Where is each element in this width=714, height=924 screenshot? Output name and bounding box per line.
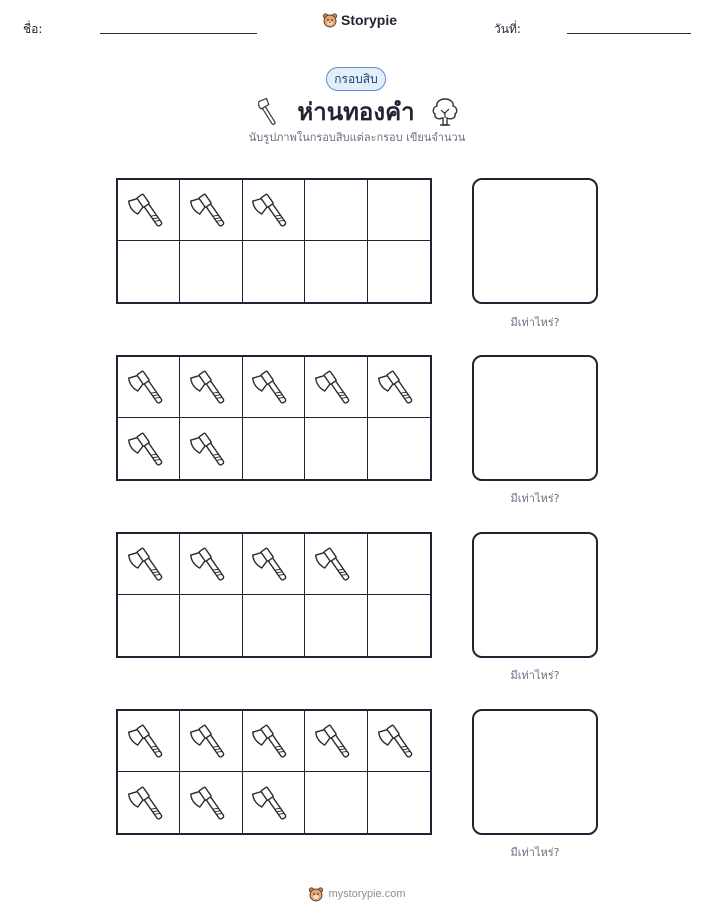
name-label: ชื่อ: bbox=[23, 22, 43, 36]
ten-frame-cell bbox=[243, 180, 305, 241]
name-line[interactable] bbox=[100, 33, 257, 34]
ten-frame-cell bbox=[243, 357, 305, 418]
instructions: นับรูปภาพในกรอบสิบแต่ละกรอบ เขียนจำนวน bbox=[248, 131, 466, 144]
ten-frame-1 bbox=[116, 178, 432, 304]
axe-icon bbox=[128, 427, 170, 471]
axe-icon bbox=[190, 365, 232, 409]
axe-icon bbox=[378, 719, 420, 763]
ten-frame-cell bbox=[305, 241, 367, 302]
answer-box-1[interactable] bbox=[472, 178, 598, 304]
answer-prompt-4: มีเท่าไหร่? bbox=[510, 846, 560, 859]
ten-frame-cell bbox=[243, 534, 305, 595]
ten-frame-cell bbox=[243, 418, 305, 479]
axe-icon bbox=[190, 188, 232, 232]
ten-frame-cell bbox=[305, 357, 367, 418]
ten-frame-cell bbox=[118, 418, 180, 479]
axe-icon bbox=[315, 542, 357, 586]
ten-frame-cell bbox=[243, 711, 305, 772]
axe-icon bbox=[252, 365, 294, 409]
footer bbox=[0, 886, 714, 902]
ten-frame-cell bbox=[305, 772, 367, 833]
footer-url: mystorypie.com bbox=[328, 888, 406, 900]
page-title: ห่านทองคำ bbox=[297, 98, 415, 126]
ten-frame-cell bbox=[180, 357, 242, 418]
axe-icon bbox=[252, 542, 294, 586]
axe-icon bbox=[128, 542, 170, 586]
ten-frame-cell bbox=[180, 180, 242, 241]
ten-frame-cell bbox=[368, 595, 430, 656]
axe-icon bbox=[252, 188, 294, 232]
axe-icon bbox=[252, 781, 294, 825]
ten-frame-cell bbox=[368, 418, 430, 479]
ten-frame-cell bbox=[180, 418, 242, 479]
ten-frame-cell bbox=[180, 772, 242, 833]
axe-icon bbox=[190, 542, 232, 586]
answer-prompt-3: มีเท่าไหร่? bbox=[510, 669, 560, 682]
bear-logo-icon bbox=[308, 886, 324, 902]
axe-icon bbox=[315, 365, 357, 409]
date-line[interactable] bbox=[567, 33, 691, 34]
ten-frame-cell bbox=[305, 180, 367, 241]
ten-frame-cell bbox=[243, 595, 305, 656]
ten-frame-cell bbox=[180, 241, 242, 302]
ten-frame-cell bbox=[368, 241, 430, 302]
axe-icon bbox=[128, 719, 170, 763]
ten-frame-cell bbox=[118, 180, 180, 241]
ten-frame-cell bbox=[368, 711, 430, 772]
axe-icon bbox=[190, 781, 232, 825]
ten-frame-cell bbox=[305, 595, 367, 656]
ten-frame-2 bbox=[116, 355, 432, 481]
ten-frame-cell bbox=[305, 711, 367, 772]
ten-frame-cell bbox=[118, 595, 180, 656]
ten-frame-cell bbox=[305, 418, 367, 479]
tree-icon bbox=[429, 96, 461, 128]
axe-icon bbox=[128, 188, 170, 232]
ten-frame-cell bbox=[368, 357, 430, 418]
axe-icon bbox=[190, 719, 232, 763]
ten-frame-cell bbox=[180, 595, 242, 656]
answer-box-2[interactable] bbox=[472, 355, 598, 481]
brand-name: Storypie bbox=[341, 12, 398, 28]
brand-logo bbox=[322, 12, 397, 28]
ten-frame-4 bbox=[116, 709, 432, 835]
answer-prompt-2: มีเท่าไหร่? bbox=[510, 492, 560, 505]
ten-frame-cell bbox=[118, 241, 180, 302]
ten-frame-cell bbox=[118, 357, 180, 418]
ten-frame-cell bbox=[118, 534, 180, 595]
topic-badge: กรอบสิบ bbox=[326, 67, 386, 91]
axe-icon bbox=[253, 97, 283, 127]
ten-frame-cell bbox=[368, 534, 430, 595]
axe-icon bbox=[128, 365, 170, 409]
ten-frame-cell bbox=[180, 534, 242, 595]
ten-frame-cell bbox=[368, 180, 430, 241]
ten-frame-cell bbox=[118, 711, 180, 772]
axe-icon bbox=[378, 365, 420, 409]
answer-prompt-1: มีเท่าไหร่? bbox=[510, 316, 560, 329]
ten-frame-3 bbox=[116, 532, 432, 658]
ten-frame-cell bbox=[368, 772, 430, 833]
answer-box-4[interactable] bbox=[472, 709, 598, 835]
date-label: วันที่: bbox=[494, 22, 521, 36]
bear-logo-icon bbox=[322, 12, 338, 28]
title-row bbox=[0, 92, 714, 131]
ten-frame-cell bbox=[243, 241, 305, 302]
axe-icon bbox=[128, 781, 170, 825]
ten-frame-cell bbox=[180, 711, 242, 772]
axe-icon bbox=[315, 719, 357, 763]
ten-frame-cell bbox=[243, 772, 305, 833]
ten-frame-cell bbox=[118, 772, 180, 833]
axe-icon bbox=[190, 427, 232, 471]
axe-icon bbox=[252, 719, 294, 763]
answer-box-3[interactable] bbox=[472, 532, 598, 658]
ten-frame-cell bbox=[305, 534, 367, 595]
